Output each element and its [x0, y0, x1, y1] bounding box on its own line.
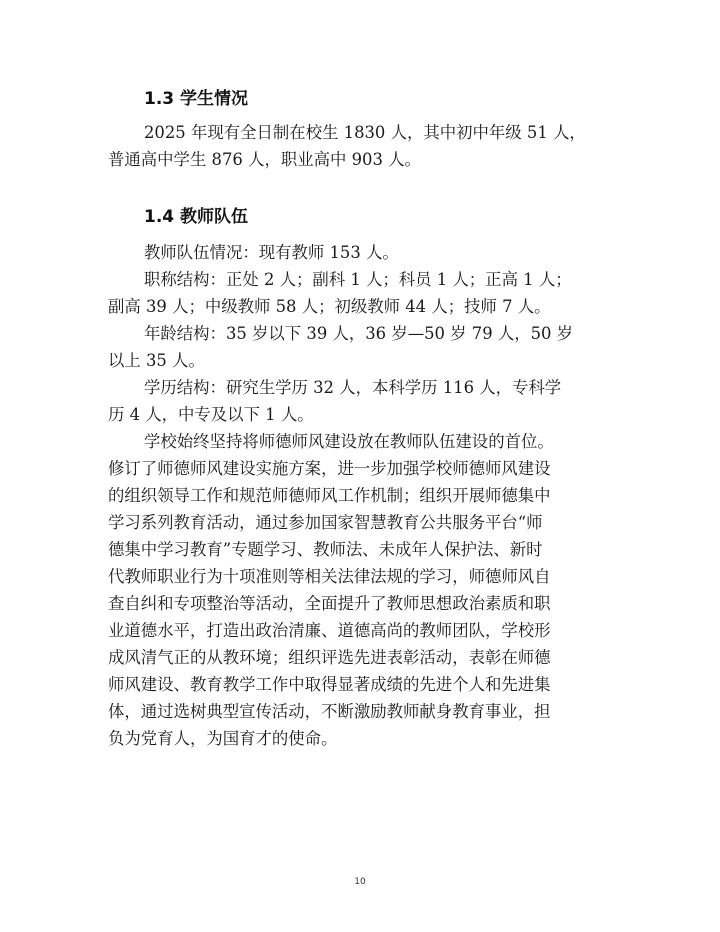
education-structure-line: 历 4 人，中专及以下 1 人。: [108, 405, 314, 424]
ethics-paragraph-line: 代教师职业行为十项准则等相关法律法规的学习，师德师风自: [108, 567, 551, 586]
age-structure-line: 年龄结构：35 岁以下 39 人，36 岁—50 岁 79 人，50 岁: [144, 324, 574, 343]
ethics-paragraph-line: 查自纠和专项整治等活动，全面提升了教师思想政治素质和职: [108, 594, 551, 613]
section-body-1-4: [108, 239, 614, 752]
section-heading-1-3: 1.3 学生情况: [144, 89, 249, 109]
ethics-paragraph-line: 成风清气正的从教环境；组织评选先进表彰活动，表彰在师德: [108, 648, 551, 667]
ethics-paragraph-line: 修订了师德师风建设实施方案，进一步加强学校师德师风建设: [108, 459, 551, 478]
teacher-count-line: 教师队伍情况：现有教师 153 人。: [144, 243, 399, 262]
title-structure-line: 职称结构：正处 2 人；副科 1 人；科员 1 人；正高 1 人；: [144, 270, 572, 289]
paragraph-line: 普通高中学生 876 人，职业高中 903 人。: [108, 150, 421, 169]
ethics-paragraph-line: 学习系列教育活动，通过参加国家智慧教育公共服务平台“师: [108, 513, 543, 532]
paragraph-line: 2025 年现有全日制在校生 1830 人，其中初中年级 51 人，: [144, 123, 586, 142]
title-structure-line: 副高 39 人；中级教师 58 人；初级教师 44 人；技师 7 人。: [108, 297, 551, 316]
ethics-paragraph-line: 的组织领导工作和规范师德师风工作机制；组织开展师德集中: [108, 486, 551, 505]
ethics-paragraph-line: 体，通过选树典型宣传活动，不断激励教师献身教育事业，担: [108, 702, 551, 721]
age-structure-line: 以上 35 人。: [108, 351, 205, 370]
ethics-paragraph-line: 业道德水平，打造出政治清廉、道德高尚的教师团队，学校形: [108, 621, 551, 640]
section-heading-1-4: 1.4 教师队伍: [144, 207, 249, 227]
section-body-1-3: [108, 119, 614, 173]
page-number: 10: [354, 877, 366, 887]
ethics-paragraph-line: 德集中学习教育”专题学习、教师法、未成年人保护法、新时: [108, 540, 543, 559]
education-structure-line: 学历结构：研究生学历 32 人，本科学历 116 人，专科学: [144, 378, 562, 397]
ethics-paragraph-line: 负为党育人，为国育才的使命。: [108, 729, 338, 748]
ethics-paragraph-line: 学校始终坚持将师德师风建设放在教师队伍建设的首位。: [144, 432, 554, 451]
ethics-paragraph-line: 师风建设、教育教学工作中取得显著成绩的先进个人和先进集: [108, 675, 551, 694]
